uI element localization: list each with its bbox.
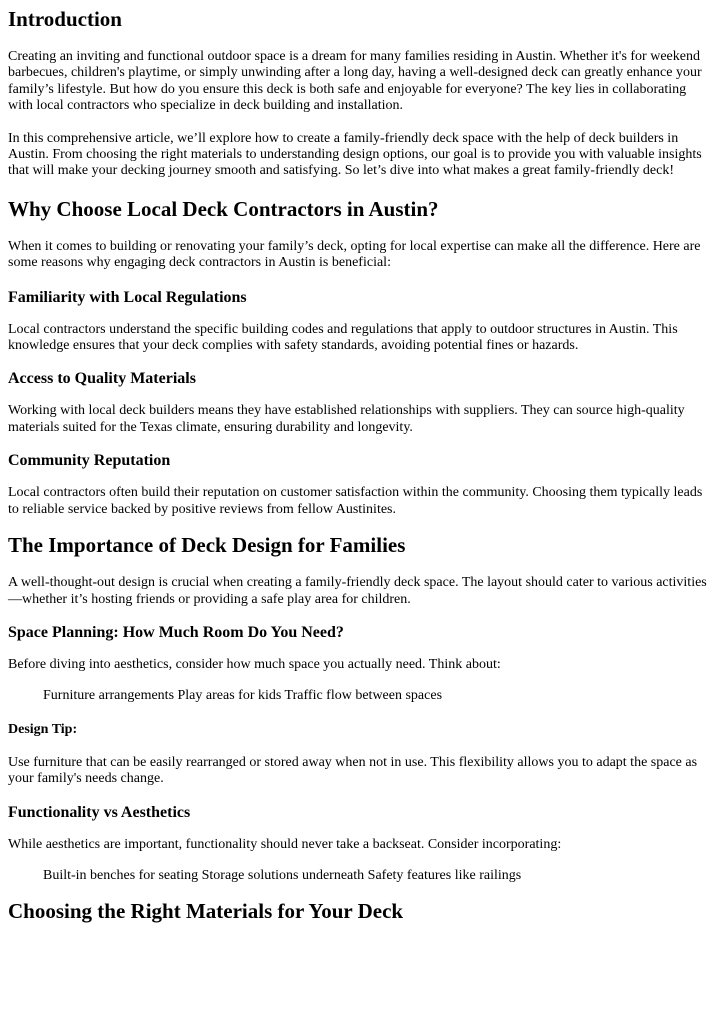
article-page: [0, 7, 720, 924]
functionality-heading: Functionality vs Aesthetics: [8, 803, 191, 821]
intro-heading: Introduction: [8, 7, 122, 31]
design-tip-heading: Design Tip:: [8, 721, 78, 737]
functionality-list: Built-in benches for seating Storage solutions underneath Safety features like railings: [43, 867, 522, 883]
deck-design-paragraph: A well-thought-out design is crucial when creating a family-friendly deck space. The layout should cater to various activities—whether it’s hosting friends or providing a safe play area for children.: [8, 575, 707, 607]
space-planning-list: Furniture arrangements Play areas for kids Traffic flow between spaces: [43, 688, 443, 704]
community-reputation-paragraph: Local contractors often build their reputation on customer satisfaction within the community. Choosing them typically leads to reliable service backed by positive reviews from fellow Austinites.: [8, 485, 703, 517]
why-local-paragraph: When it comes to building or renovating your family’s deck, opting for local expertise can make all the difference. Here are some reasons why engaging deck contractors in Austin is beneficial:: [8, 238, 701, 271]
design-tip-paragraph: Use furniture that can be easily rearranged or stored away when not in use. This flexibility allows you to adapt the space as your family's needs change.: [8, 754, 698, 787]
familiarity-heading: Familiarity with Local Regulations: [8, 288, 247, 306]
materials-heading: Choosing the Right Materials for Your Deck: [8, 899, 404, 924]
quality-materials-paragraph: Working with local deck builders means they have established relationships with suppliers. They can source high-quality materials suited for the Texas climate, ensuring durability and longevity.: [8, 403, 685, 435]
intro-paragraph-1: Creating an inviting and functional outdoor space is a dream for many families residing in Austin. Whether it's for weekend barbecues, children's playtime, or simply unwinding after a long day, having a well-designed deck can greatly enhance your family’s lifestyle. But how do you ensure this deck is both safe and enjoyable for everyone? The key lies in collaborating with local contractors who specialize in deck building and installation.: [8, 49, 702, 114]
space-planning-heading: Space Planning: How Much Room Do You Need?: [8, 623, 344, 641]
why-local-heading: Why Choose Local Deck Contractors in Austin?: [8, 196, 439, 221]
community-reputation-heading: Community Reputation: [8, 452, 171, 470]
functionality-paragraph: While aesthetics are important, functionality should never take a backseat. Consider incorporating:: [8, 836, 562, 852]
space-planning-paragraph: Before diving into aesthetics, consider how much space you actually need. Think about:: [8, 656, 501, 672]
quality-materials-heading: Access to Quality Materials: [8, 370, 196, 388]
deck-design-heading: The Importance of Deck Design for Families: [8, 533, 406, 558]
intro-paragraph-2: In this comprehensive article, we’ll explore how to create a family-friendly deck space with the help of deck builders in Austin. From choosing the right materials to understanding design options, our goal is to provide you with valuable insights that will make your decking journey smooth and satisfying. So let’s dive into what makes a great family-friendly deck!: [8, 130, 702, 179]
familiarity-paragraph: Local contractors understand the specific building codes and regulations that apply to outdoor structures in Austin. This knowledge ensures that your deck complies with safety standards, avoiding potential fines or hazards.: [8, 321, 678, 354]
